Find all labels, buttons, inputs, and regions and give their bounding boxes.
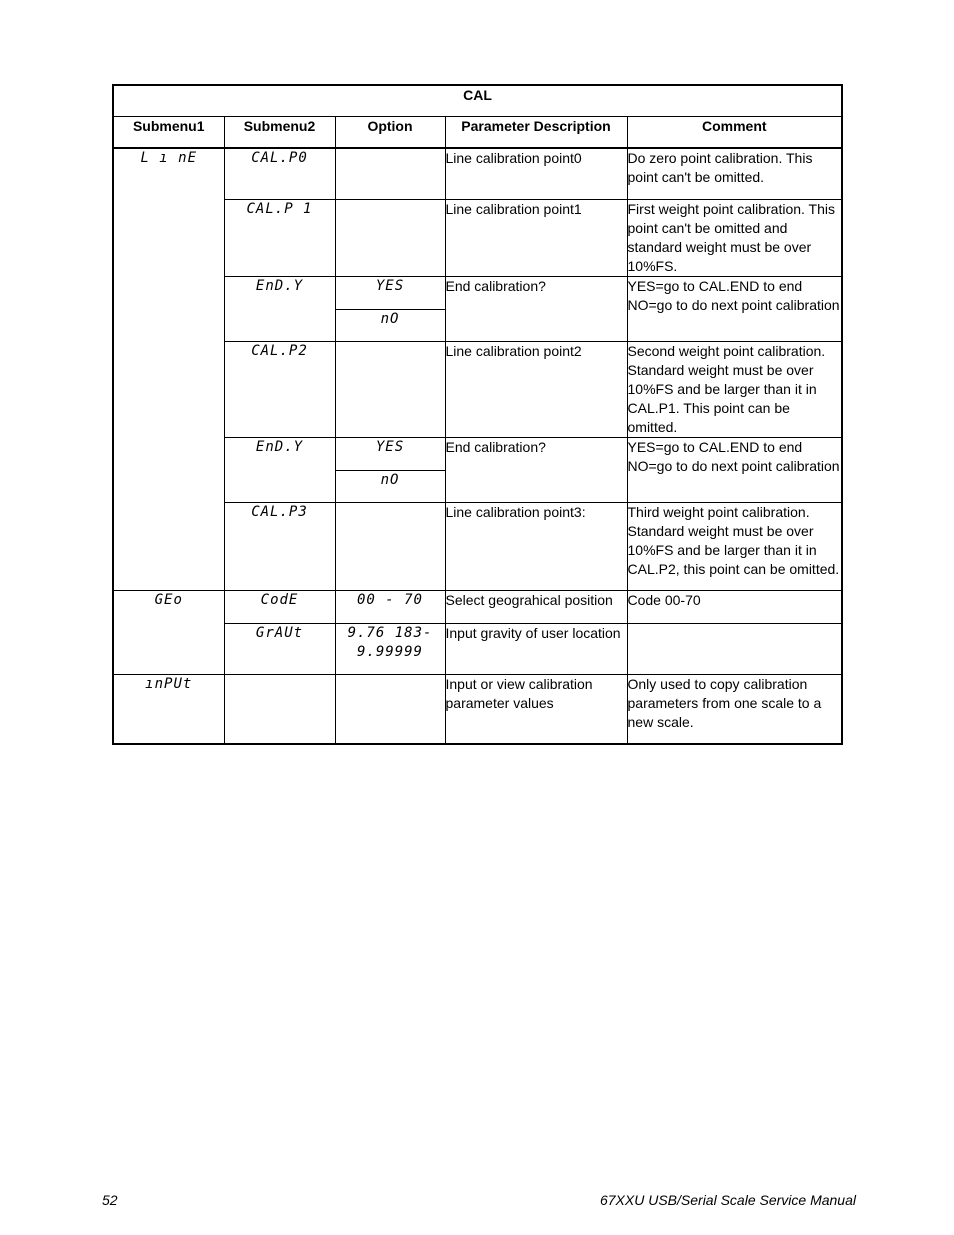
comment-cell: First weight point calibration. This point can't be omitted and standard weight must be over 10%FS. <box>627 199 842 276</box>
option-cell <box>335 341 445 437</box>
cal-menu-table <box>112 84 843 745</box>
column-header-comment: Comment <box>627 117 842 149</box>
description-cell: Select geograhical position <box>445 590 627 623</box>
submenu1-input: ınPUt <box>113 674 224 744</box>
description-cell: Line calibration point2 <box>445 341 627 437</box>
comment-cell: Third weight point calibration. Standard weight must be over 10%FS and be larger than it in CAL.P2, this point can be omitted. <box>627 502 842 590</box>
manual-title: 67XXU USB/Serial Scale Service Manual <box>599 1192 856 1208</box>
comment-cell: Second weight point calibration. Standard weight must be over 10%FS and be larger than it in CAL.P1. This point can be omitted. <box>627 341 842 437</box>
option-cell <box>335 502 445 590</box>
column-header-submenu1: Submenu1 <box>113 117 224 149</box>
comment-cell <box>627 623 842 674</box>
comment-cell: YES=go to CAL.END to end NO=go to do next point calibration <box>627 276 842 341</box>
table-row <box>113 148 842 199</box>
description-cell: Line calibration point0 <box>445 148 627 199</box>
option-no: nO <box>335 309 445 341</box>
submenu2-cal-p2: CAL.P2 <box>224 341 335 437</box>
description-cell: End calibration? <box>445 437 627 502</box>
submenu2-cell <box>224 674 335 744</box>
table-title-row <box>113 85 842 117</box>
table-row <box>113 674 842 744</box>
option-gravity-range: 9.76 183- 9.99999 <box>335 623 445 674</box>
submenu2-code: CodE <box>224 590 335 623</box>
option-code-range: 00 - 70 <box>335 590 445 623</box>
submenu1-line: L ı nE <box>113 148 224 590</box>
option-cell <box>335 148 445 199</box>
column-header-description: Parameter Description <box>445 117 627 149</box>
submenu2-cal-p0: CAL.P0 <box>224 148 335 199</box>
submenu2-cal-p1: CAL.P 1 <box>224 199 335 276</box>
table-header-row <box>113 117 842 149</box>
table-row <box>113 590 842 623</box>
submenu2-cal-p3: CAL.P3 <box>224 502 335 590</box>
description-cell: End calibration? <box>445 276 627 341</box>
comment-cell: YES=go to CAL.END to end NO=go to do next point calibration <box>627 437 842 502</box>
description-cell: Input or view calibration parameter values <box>445 674 627 744</box>
description-cell: Line calibration point3: <box>445 502 627 590</box>
comment-cell: Do zero point calibration. This point can't be omitted. <box>627 148 842 199</box>
submenu2-end-y: EnD.Y <box>224 276 335 341</box>
submenu2-end-y: EnD.Y <box>224 437 335 502</box>
column-header-submenu2: Submenu2 <box>224 117 335 149</box>
submenu1-geo: GEo <box>113 590 224 674</box>
comment-cell: Only used to copy calibration parameters from one scale to a new scale. <box>627 674 842 744</box>
option-no: nO <box>335 470 445 502</box>
submenu2-gravity: GrAUt <box>224 623 335 674</box>
comment-cell: Code 00-70 <box>627 590 842 623</box>
option-cell <box>335 674 445 744</box>
page-number: 52 <box>102 1192 118 1208</box>
table-title: CAL <box>113 85 842 117</box>
option-yes: YES <box>335 437 445 470</box>
description-cell: Input gravity of user location <box>445 623 627 674</box>
option-cell <box>335 199 445 276</box>
description-cell: Line calibration point1 <box>445 199 627 276</box>
column-header-option: Option <box>335 117 445 149</box>
option-yes: YES <box>335 276 445 309</box>
